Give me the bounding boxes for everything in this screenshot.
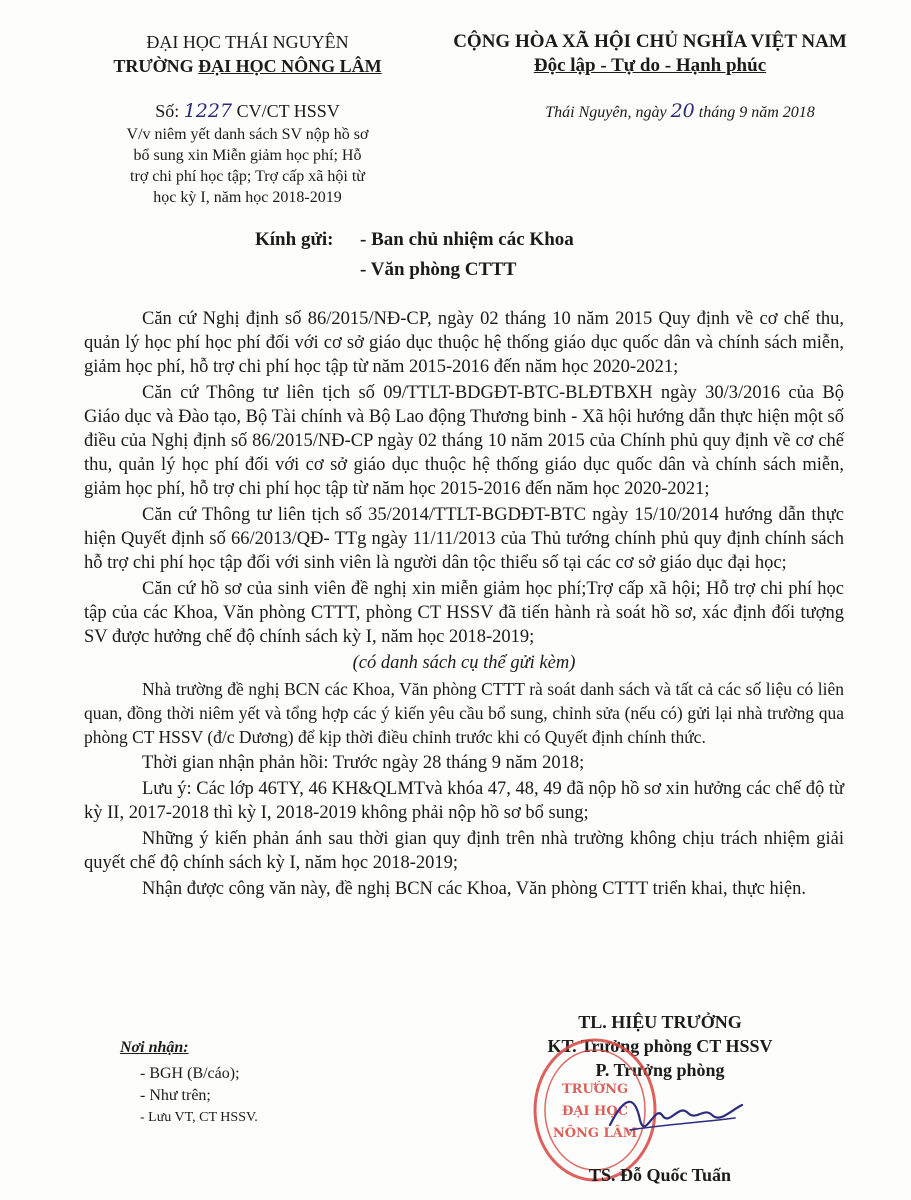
recipient-line: - Văn phòng CTTT [360,259,517,280]
number-suffix: CV/CT HSSV [232,101,340,121]
receiver-item: - BGH (B/cáo); [140,1065,240,1082]
receiver-item: - Như trên; [140,1087,211,1104]
org-name [100,54,395,78]
parent-org: ĐẠI HỌC THÁI NGUYÊN [146,32,349,52]
svg-text:TRƯỜNG: TRƯỜNG [561,1082,629,1097]
date-prefix: Thái Nguyên, ngày [545,104,671,121]
national-header [430,30,870,78]
recipient-line: - Ban chủ nhiệm các Khoa [360,229,574,250]
date-line [480,100,880,122]
receivers-block [120,1037,380,1129]
recipients-block [255,225,755,285]
body-paragraph: Nhận được công văn này, đề nghị BCN các Khoa, Văn phòng CTTT triển khai, thực hiện. [142,879,806,899]
handwritten-signature-icon [600,1085,750,1145]
org-name-underlined: ĐẠI HỌC NÔNG LÂM [198,56,382,76]
org-name-prefix: TRƯỜNG [113,56,199,76]
national-motto [430,54,870,78]
body-paragraph: Căn cứ Thông tư liên tịch số 09/TTLT-BDGĐT-BTC-BLĐTBXH ngày 30/3/2016 của Bộ Giáo dục và Đào tạo, Bộ Tài chính và Bộ Lao động Thương binh - Xã hội hướng dẫn thực hiện một số điều của Nghị định số 86/2015/NĐ-CP ngày 02 tháng 10 năm 2015 của Chính phủ quy định về cơ chế thu, quản lý học phí đối với cơ sở giáo dục thuộc hệ thống giáo dục quốc dân và chính sách miễn, giảm học phí, hỗ trợ chi phí học tập từ năm học 2015-2016 đến năm học 2020-2021; [84,383,844,499]
subject-line: học kỳ I, năm học 2018-2019 [153,189,342,206]
body-paragraph: Lưu ý: Các lớp 46TY, 46 KH&QLMTvà khóa 47, 48, 49 đã nộp hồ sơ xin hưởng các chế độ từ kỳ II, 2017-2018 thì kỳ I, 2018-2019 không phải nộp hồ sơ bổ sung; [84,779,844,823]
body-paragraph: Những ý kiến phản ánh sau thời gian quy định trên nhà trường không chịu trách nhiệm giải quyết chế độ chính sách kỳ I, năm học 2018-2019; [84,829,844,873]
date-suffix: tháng 9 năm 2018 [694,104,815,121]
motto-text: Độc lập - Tự do - Hạnh phúc [533,55,767,76]
recipient-row [255,225,755,255]
document-subject [100,124,395,208]
handwritten-number: 1227 [183,100,233,122]
signature-line: P. Trưởng phòng [595,1060,725,1080]
signature-line: KT. Trưởng phòng CT HSSV [547,1036,773,1056]
body-paragraph: Thời gian nhận phản hồi: Trước ngày 28 tháng 9 năm 2018; [142,753,585,773]
number-prefix: Số: [155,101,184,121]
attachment-note: (có danh sách cụ thể gửi kèm) [352,653,576,673]
body-paragraph: Căn cứ hồ sơ của sinh viên đề nghị xin miễn giảm học phí;Trợ cấp xã hội; Hỗ trợ chi phí học tập của các Khoa, Văn phòng CTTT, phòng CT HSSV đã tiến hành rà soát hồ sơ, xác định đối tượng SV được hưởng chế độ chính sách kỳ I, năm học 2018-2019; [84,579,844,647]
body-paragraph: Căn cứ Thông tư liên tịch số 35/2014/TTLT-BGDĐT-BTC ngày 15/10/2014 hướng dẫn thực hiện Quyết định số 66/2013/QĐ- TTg ngày 11/11/2013 của Thủ tướng chính phủ quy định chính sách hỗ trợ chi phí học tập đối với sinh viên là người dân tộc thiểu số tại các cơ sở giáo dục đại học; [84,505,844,573]
svg-text:NÔNG LÂM: NÔNG LÂM [552,1126,638,1141]
signer-name: TS. Đỗ Quốc Tuấn [588,1165,732,1185]
subject-line: trợ chi phí học tập; Trợ cấp xã hội từ [130,168,365,185]
country-name: CỘNG HÒA XÃ HỘI CHỦ NGHĨA VIỆT NAM [453,31,847,52]
receivers-title: Nơi nhận: [120,1039,189,1056]
subject-line: V/v niêm yết danh sách SV nộp hồ sơ [126,126,369,143]
receiver-item: - Lưu VT, CT HSSV. [140,1110,258,1125]
subject-line: bổ sung xin Miễn giảm học phí; Hỗ [133,147,362,164]
handwritten-day: 20 [670,100,695,122]
document-body [84,307,844,903]
issuer-header [100,30,395,78]
signature-line: TL. HIỆU TRƯỞNG [578,1012,742,1032]
document-number [100,100,395,122]
body-paragraph: Nhà trường đề nghị BCN các Khoa, Văn phòng CTTT rà soát danh sách và tất cả các số liệu có liên quan, đồng thời niêm yết và tổng hợp các ý kiến yêu cầu bổ sung, chỉnh sửa (nếu có) gửi lại nhà trường qua phòng CT HSSV (đ/c Dương) để kịp thời điều chỉnh trước khi có Quyết định chính thức. [84,679,844,747]
svg-text:ĐẠI HỌC: ĐẠI HỌC [561,1104,629,1119]
body-paragraph: Căn cứ Nghị định số 86/2015/NĐ-CP, ngày 02 tháng 10 năm 2015 Quy định về cơ chế thu, quản lý học phí học phí đối với cơ sở giáo dục thuộc hệ thống giáo dục quốc dân và chính sách miễn, giảm học phí, hỗ trợ chi phí học tập từ năm 2015-2016 đến năm học 2020-2021; [84,309,844,377]
recipients-label: Kính gửi: [255,229,334,250]
